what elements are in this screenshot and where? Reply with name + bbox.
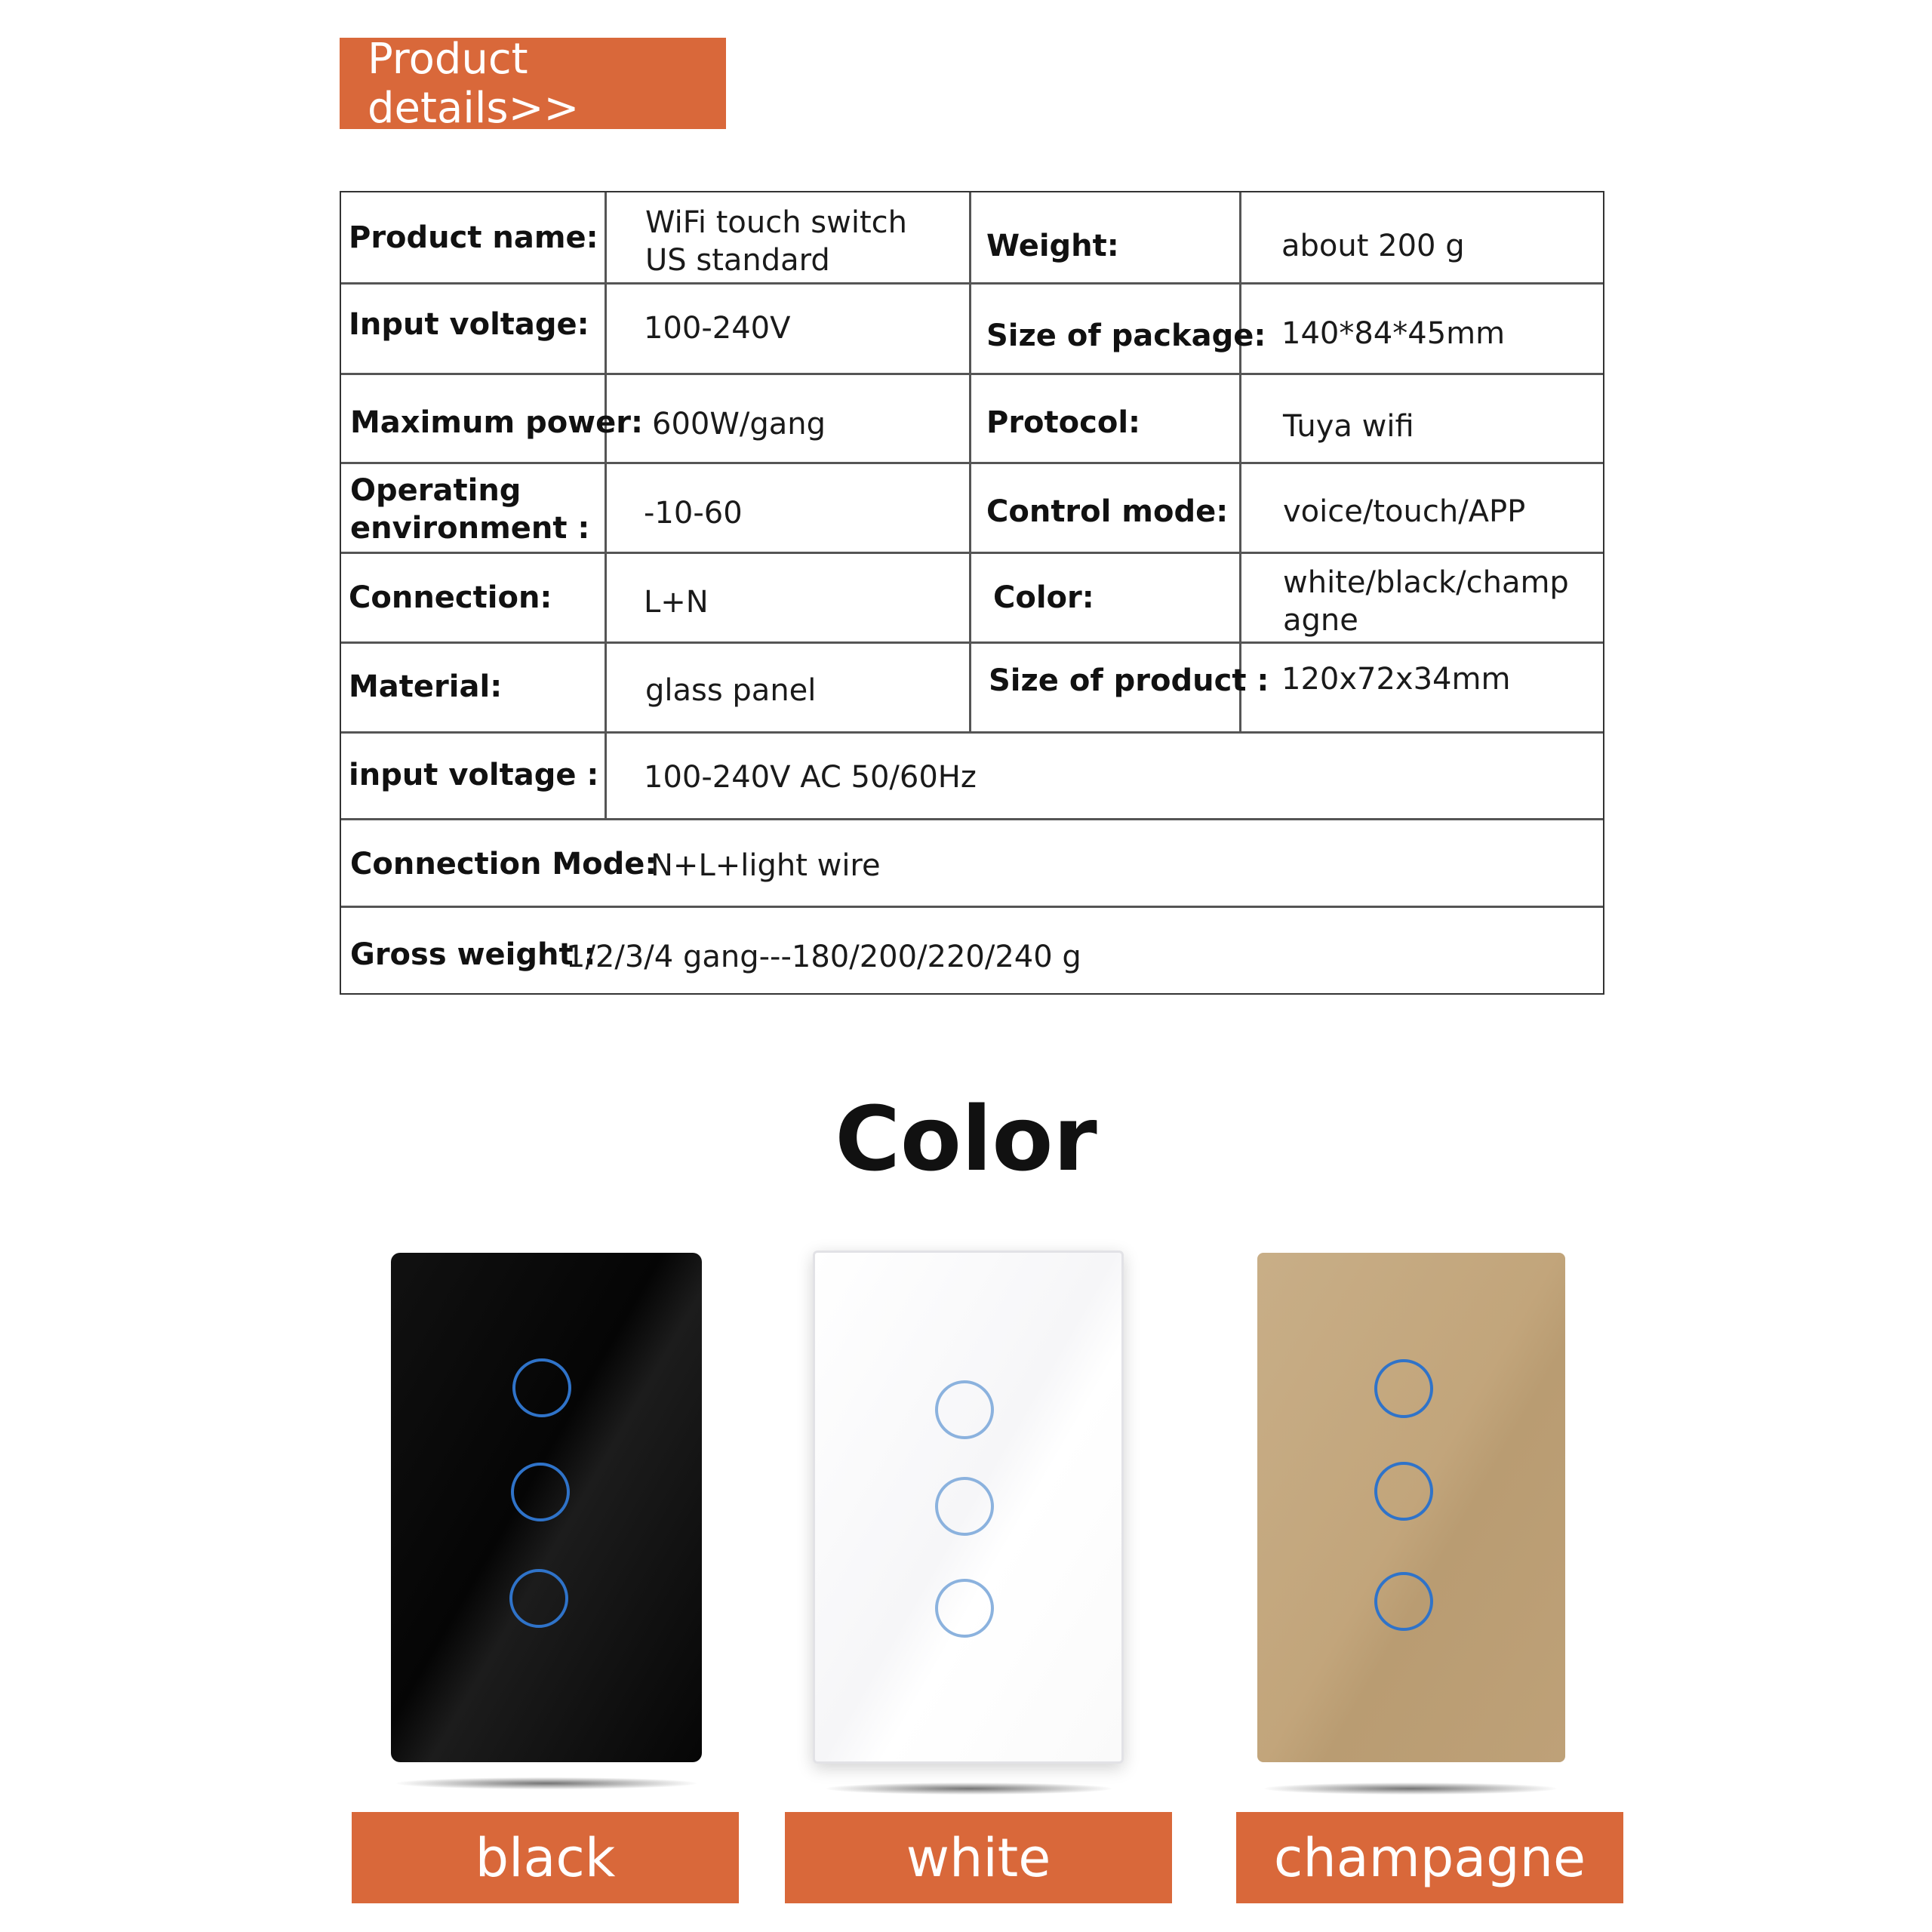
black-label: black — [475, 1826, 616, 1889]
touch-button-icon — [1374, 1572, 1433, 1631]
weight-label: Weight: — [986, 229, 1119, 263]
input-voltage2-label: input voltage : — [349, 758, 599, 792]
white-label: white — [906, 1826, 1051, 1889]
size-of-package-value: 140*84*45mm — [1281, 316, 1506, 351]
connection-label: Connection: — [349, 580, 552, 615]
white-switch-panel — [813, 1251, 1124, 1764]
champagne-label: champagne — [1273, 1826, 1586, 1889]
weight-value: about 200 g — [1281, 229, 1465, 263]
product-name-label: Product name: — [349, 220, 598, 255]
table-divider — [341, 731, 1603, 734]
gross-weight-value: 1/2/3/4 gang---180/200/220/240 g — [566, 940, 1081, 974]
operating-env-label-line2: environment : — [350, 511, 590, 546]
maximum-power-value: 600W/gang — [652, 407, 826, 441]
protocol-value: Tuya wifi — [1283, 409, 1414, 444]
color-label: Color: — [993, 580, 1094, 615]
black-label-banner — [352, 1812, 739, 1903]
table-divider — [341, 282, 1603, 285]
material-value: glass panel — [645, 673, 817, 708]
table-divider — [341, 552, 1603, 554]
table-divider — [341, 462, 1603, 464]
input-voltage-value: 100-240V — [644, 311, 791, 346]
champagne-switch-panel — [1257, 1253, 1565, 1762]
product-name-value-line1: WiFi touch switch — [645, 205, 907, 240]
spec-table — [340, 191, 1604, 995]
touch-button-icon — [935, 1477, 994, 1536]
product-details-label: Product details>> — [368, 34, 580, 133]
black-switch-panel — [391, 1253, 702, 1762]
touch-button-icon — [509, 1569, 568, 1628]
panel-shadow — [826, 1783, 1112, 1795]
color-value-line2: agne — [1283, 603, 1358, 638]
touch-button-icon — [1374, 1462, 1433, 1521]
gross-weight-label: Gross weight : — [350, 937, 596, 972]
input-voltage-label: Input voltage: — [349, 307, 589, 342]
operating-env-value: -10-60 — [644, 496, 743, 531]
table-divider — [1239, 192, 1241, 731]
touch-button-icon — [511, 1463, 570, 1521]
touch-button-icon — [512, 1358, 571, 1417]
panel-shadow — [1264, 1783, 1557, 1795]
size-of-product-label: Size of product : — [989, 663, 1269, 698]
table-divider — [341, 906, 1603, 908]
table-divider — [969, 192, 971, 731]
table-divider — [605, 192, 607, 818]
maximum-power-label: Maximum power: — [350, 405, 643, 440]
operating-env-label-line1: Operating — [350, 473, 521, 508]
table-divider — [341, 818, 1603, 820]
connection-value: L+N — [644, 585, 709, 620]
control-mode-label: Control mode: — [986, 494, 1229, 529]
touch-button-icon — [1374, 1359, 1433, 1418]
control-mode-value: voice/touch/APP — [1283, 494, 1526, 529]
material-label: Material: — [349, 669, 503, 704]
product-details-banner — [340, 34, 726, 133]
color-section-title: Color — [835, 1087, 1097, 1191]
color-value-line1: white/black/champ — [1283, 565, 1569, 600]
size-of-product-value: 120x72x34mm — [1281, 662, 1511, 697]
protocol-label: Protocol: — [986, 405, 1141, 440]
connection-mode-value: N+L+light wire — [651, 848, 881, 883]
size-of-package-label: Size of package: — [986, 318, 1266, 353]
connection-mode-label: Connection Mode: — [350, 847, 657, 881]
table-divider — [341, 373, 1603, 375]
touch-button-icon — [935, 1579, 994, 1638]
panel-shadow — [396, 1777, 697, 1789]
champagne-label-banner — [1236, 1812, 1623, 1903]
white-label-banner — [785, 1812, 1172, 1903]
touch-button-icon — [935, 1380, 994, 1439]
input-voltage2-value: 100-240V AC 50/60Hz — [644, 760, 977, 795]
table-divider — [341, 641, 1603, 644]
product-name-value-line2: US standard — [645, 243, 830, 278]
